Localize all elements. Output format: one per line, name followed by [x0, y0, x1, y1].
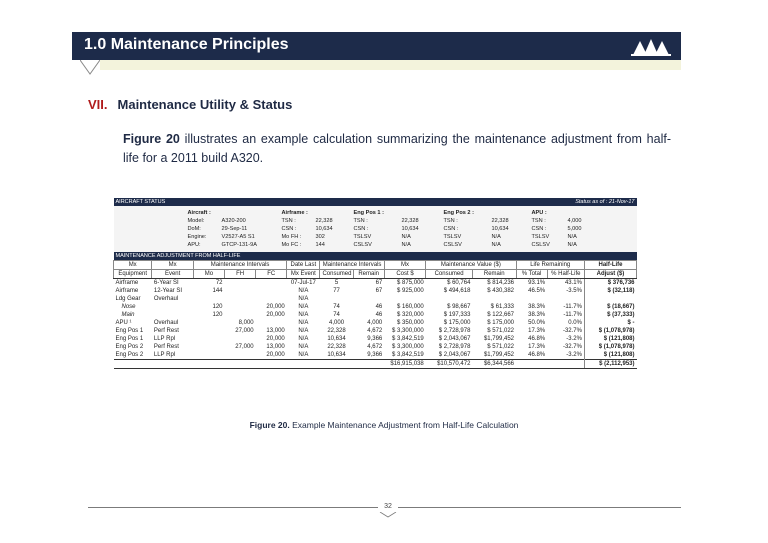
aircraft-field-value: A320-200: [221, 218, 246, 224]
table-cell: $ 175,000: [443, 320, 471, 326]
table-cell: 10,634: [327, 336, 346, 342]
table-cell: 27,000: [235, 328, 254, 334]
table-cell: [516, 295, 547, 303]
table-cell: 46: [375, 312, 383, 318]
status-as-of: Status as of : 21-Nov-17: [353, 198, 636, 206]
airframe-field-label: CSN :: [281, 226, 297, 232]
column-header: Mo: [193, 270, 224, 279]
table-cell: 13,000: [266, 328, 285, 334]
table-cell: 38.3%: [528, 312, 546, 318]
engine1-field-value: N/A: [401, 234, 411, 240]
aircraft-title: Aircraft :: [187, 210, 211, 216]
table-cell: 22,328: [327, 344, 346, 350]
table-row: [114, 311, 637, 319]
table-cell: $ 925,000: [397, 288, 424, 294]
apu-field-label: CSLSV: [531, 242, 550, 248]
table-cell: 17.3%: [528, 344, 546, 350]
table-cell: [193, 295, 224, 303]
table-cell: N/A: [298, 336, 309, 342]
table-cell: N/A: [298, 320, 309, 326]
airframe-field-value: 10,634: [315, 226, 333, 232]
table-cell: Eng Pos 2: [115, 344, 144, 350]
table-cell: Airframe: [115, 288, 139, 294]
table-cell: LLP Rpl: [153, 336, 176, 342]
table-cell: 144: [212, 288, 223, 294]
column-header: Adjust ($): [584, 270, 636, 279]
engine1-title: Eng Pos 1 :: [353, 210, 384, 216]
apu-field-value: 5,000: [567, 226, 582, 232]
table-cell: $ 3,842,519: [392, 352, 424, 358]
engine2-title: Eng Pos 2 :: [443, 210, 474, 216]
table-cell: 6-Year SI: [153, 280, 179, 286]
table-cell: $ 60,764: [447, 280, 471, 286]
table-cell: [256, 295, 287, 303]
airframe-field-label: Mo FH :: [281, 234, 302, 240]
column-header: Remain: [472, 270, 516, 279]
table-cell: $ 571,022: [487, 328, 514, 334]
column-header: Consumed: [320, 270, 353, 279]
airframe-field-value: 22,328: [315, 218, 333, 224]
aircraft-status-bar: [114, 198, 637, 206]
table-cell: 07-Jul-17: [290, 280, 316, 286]
section-heading: [88, 97, 292, 112]
airframe-title: Airframe :: [281, 210, 308, 216]
table-cell: 20,000: [266, 304, 285, 310]
airframe-info: [282, 209, 354, 249]
total-cost: $16,915,038: [384, 360, 426, 369]
table-cell: $ 98,667: [447, 304, 471, 310]
col-group-intervals2: Maintenance Intervals: [320, 261, 384, 270]
table-cell: $ 320,000: [397, 312, 424, 318]
table-cell: [225, 287, 256, 295]
table-cell: $ (18,667): [584, 303, 636, 311]
engine1-field-label: CSN :: [353, 226, 369, 232]
intro-paragraph: [123, 130, 671, 168]
column-header: Cost $: [384, 270, 426, 279]
table-cell: $ 197,333: [443, 312, 471, 318]
apu-field-label: TSLSV: [531, 234, 550, 240]
table-cell: [584, 295, 636, 303]
table-cell: 67: [375, 288, 383, 294]
apu-field-label: TSN :: [531, 218, 546, 224]
total-adjust: $ (2,112,953): [584, 360, 636, 369]
engine1-field-label: CSLSV: [353, 242, 372, 248]
table-cell: 4,672: [367, 328, 383, 334]
table-cell: [256, 319, 287, 327]
column-header: Event: [152, 270, 194, 279]
table-cell: 22,328: [327, 328, 346, 334]
aircraft-status-block: [114, 206, 637, 252]
table-header-row: [114, 270, 637, 279]
paragraph-text: illustrates an example calculation summarizing the maintenance adjustment from half-life for a 2011 build A320.: [123, 132, 671, 165]
table-row: [114, 335, 637, 343]
table-cell: Eng Pos 1: [115, 336, 144, 342]
figure-20-table: [113, 198, 637, 369]
table-cell: [256, 279, 287, 288]
table-cell: Ldg Gear: [115, 296, 141, 302]
column-header: Equipment: [114, 270, 152, 279]
totals-row: [114, 360, 637, 369]
table-cell: [225, 303, 256, 311]
table-cell: Eng Pos 1: [115, 328, 144, 334]
table-cell: $ (1,078,978): [584, 343, 636, 351]
table-cell: 12-Year SI: [153, 288, 183, 294]
table-cell: [225, 351, 256, 360]
table-cell: [225, 279, 256, 288]
table-cell: N/A: [298, 344, 309, 350]
table-cell: $ 2,728,978: [438, 344, 471, 350]
table-cell: 43.1%: [564, 280, 582, 286]
table-cell: 120: [212, 304, 223, 310]
table-cell: [320, 295, 353, 303]
table-cell: 4,672: [367, 344, 383, 350]
table-cell: $ 350,000: [397, 320, 424, 326]
table-header-group: [114, 261, 637, 270]
table-cell: -3.2%: [566, 336, 582, 342]
table-cell: 46: [375, 304, 383, 310]
aircraft-field-value: 29-Sep-11: [221, 226, 248, 232]
col-group-value: Maintenance Value ($): [426, 261, 516, 270]
table-cell: 13,000: [266, 344, 285, 350]
col-group-life: Life Remaining: [516, 261, 584, 270]
engine2-field-value: 22,328: [491, 218, 509, 224]
table-cell: N/A: [298, 288, 309, 294]
apu-field-value: N/A: [567, 242, 577, 248]
engine2-field-value: N/A: [491, 242, 501, 248]
table-cell: $ 2,728,978: [438, 328, 471, 334]
airframe-field-label: TSN :: [281, 218, 296, 224]
engine1-field-value: 10,634: [401, 226, 419, 232]
engine2-field-value: 10,634: [491, 226, 509, 232]
engine2-field-label: TSLSV: [443, 234, 462, 240]
total-consumed: $10,570,472: [426, 360, 473, 369]
table-cell: $ (1,078,978): [584, 327, 636, 335]
engine2-field-label: CSN :: [443, 226, 459, 232]
table-row: [114, 327, 637, 335]
column-header: Mx Event: [287, 270, 320, 279]
table-row: [114, 295, 637, 303]
slide-header: [72, 32, 681, 60]
table-cell: $ 2,043,067: [438, 352, 471, 358]
table-cell: 4,000: [329, 320, 345, 326]
page-number: 32: [378, 501, 398, 513]
table-cell: 5: [334, 280, 339, 286]
header-accent-band: [100, 60, 681, 70]
figure-reference: Figure 20: [123, 132, 180, 146]
table-cell: $ 3,842,519: [392, 336, 424, 342]
table-cell: 74: [333, 312, 340, 318]
table-cell: $ 376,736: [584, 279, 636, 288]
table-cell: [193, 343, 224, 351]
table-row: [114, 343, 637, 351]
airframe-field-value: 302: [315, 234, 325, 240]
caption-label: Figure 20.: [249, 420, 290, 430]
aircraft-field-label: APU:: [187, 242, 201, 248]
table-cell: -32.7%: [562, 328, 582, 334]
table-cell: [193, 327, 224, 335]
table-cell: 0.0%: [568, 320, 582, 326]
table-cell: 72: [215, 280, 223, 286]
table-cell: $1,799,452: [483, 336, 514, 342]
table-cell: -11.7%: [563, 312, 582, 318]
column-header: Remain: [353, 270, 384, 279]
engine1-field-label: TSLSV: [353, 234, 372, 240]
table-cell: $ 3,300,000: [392, 328, 424, 334]
table-cell: [152, 303, 194, 311]
table-cell: N/A: [298, 312, 309, 318]
table-cell: $1,799,452: [483, 352, 514, 358]
table-cell: Perf Rest: [153, 344, 179, 350]
table-cell: Airframe: [115, 280, 139, 286]
table-cell: 50.0%: [528, 320, 546, 326]
table-cell: 93.1%: [528, 280, 546, 286]
table-cell: $ (121,808): [584, 351, 636, 360]
table-cell: 8,000: [238, 320, 254, 326]
table-cell: 17.3%: [528, 328, 546, 334]
table-row: [114, 319, 637, 327]
adjustment-bar: [114, 252, 637, 261]
table-cell: [225, 295, 256, 303]
table-cell: $ 875,000: [397, 280, 424, 286]
engine2-field-label: TSN :: [443, 218, 458, 224]
engine1-field-value: 22,328: [401, 218, 419, 224]
table-cell: $ 61,333: [490, 304, 514, 310]
table-cell: 20,000: [266, 352, 285, 358]
table-cell: LLP Rpl: [153, 352, 176, 358]
apu-field-value: N/A: [567, 234, 577, 240]
column-header: Consumed: [426, 270, 473, 279]
mountain-logo-icon: [629, 35, 675, 57]
table-cell: [225, 311, 256, 319]
column-header: % Half-Life: [547, 270, 584, 279]
column-header: FC: [256, 270, 287, 279]
table-cell: APU ¹: [115, 320, 132, 326]
aircraft-field-label: DoM:: [187, 226, 201, 232]
table-cell: Perf Rest: [153, 328, 179, 334]
aircraft-field-value: V2527-A5 S1: [221, 234, 255, 240]
aircraft-field-value: GTCP-131-9A: [221, 242, 257, 248]
caption-text: Example Maintenance Adjustment from Half-Life Calculation: [289, 420, 519, 430]
aircraft-status-label: AIRCRAFT STATUS: [114, 198, 354, 206]
table-cell: Overhaul: [153, 296, 179, 302]
table-cell: 10,634: [327, 352, 346, 358]
table-cell: $ (121,808): [584, 335, 636, 343]
column-header: % Total: [516, 270, 547, 279]
table-cell: [472, 295, 516, 303]
table-cell: 38.3%: [528, 304, 546, 310]
table-cell: -3.5%: [566, 288, 582, 294]
table-cell: $ (32,118): [584, 287, 636, 295]
table-cell: 9,366: [367, 352, 383, 358]
col-group-date: Date Last: [287, 261, 320, 270]
table-cell: 77: [333, 288, 340, 294]
total-remain: $6,344,566: [472, 360, 516, 369]
table-cell: $ 571,022: [487, 344, 514, 350]
table-cell: -32.7%: [562, 344, 582, 350]
airframe-field-value: 144: [315, 242, 325, 248]
table-cell: $ 122,667: [487, 312, 514, 318]
table-cell: N/A: [298, 352, 309, 358]
aircraft-info: [188, 209, 270, 249]
table-cell: $ 2,043,067: [438, 336, 471, 342]
table-cell: Eng Pos 2: [115, 352, 144, 358]
table-body: [114, 279, 637, 360]
table-cell: -3.2%: [566, 352, 582, 358]
header-title: 1.0 Maintenance Principles: [84, 36, 289, 53]
table-cell: 46.8%: [528, 352, 546, 358]
table-cell: [193, 351, 224, 360]
table-cell: 9,366: [367, 336, 383, 342]
table-cell: [384, 295, 426, 303]
table-row: [114, 279, 637, 288]
table-cell: 4,000: [367, 320, 383, 326]
col-group-mx: Mx: [114, 261, 152, 270]
adjustment-label: MAINTENANCE ADJUSTMENT FROM HALF-LIFE: [114, 252, 637, 261]
aircraft-field-label: Model:: [187, 218, 205, 224]
column-header: FH: [225, 270, 256, 279]
table-cell: -11.7%: [563, 304, 582, 310]
table-cell: [547, 295, 584, 303]
table-cell: 27,000: [235, 344, 254, 350]
table-cell: Nose: [121, 304, 136, 310]
table-cell: $ 430,382: [487, 288, 514, 294]
table-cell: $ 814,236: [487, 280, 514, 286]
section-number: VII.: [88, 97, 108, 112]
maintenance-table: [113, 198, 637, 369]
figure-caption: [0, 420, 768, 430]
engine1-field-label: TSN :: [353, 218, 368, 224]
table-cell: [256, 287, 287, 295]
col-group-mx2: Mx: [152, 261, 194, 270]
airframe-field-label: Mo FC :: [281, 242, 302, 248]
section-title: Maintenance Utility & Status: [117, 97, 293, 112]
table-cell: 46.8%: [528, 336, 546, 342]
table-cell: Overhaul: [153, 320, 179, 326]
table-cell: [152, 311, 194, 319]
table-cell: 74: [333, 304, 340, 310]
table-cell: 20,000: [266, 336, 285, 342]
header-notch: [80, 60, 100, 76]
table-cell: $ (37,333): [584, 311, 636, 319]
apu-field-label: CSN :: [531, 226, 547, 232]
table-cell: 67: [375, 280, 383, 286]
table-row: [114, 303, 637, 311]
table-cell: N/A: [298, 328, 309, 334]
table-cell: 120: [212, 312, 223, 318]
engine2-field-value: N/A: [491, 234, 501, 240]
apu-field-value: 4,000: [567, 218, 582, 224]
table-cell: 46.5%: [528, 288, 546, 294]
table-cell: 20,000: [266, 312, 285, 318]
page-tab-icon: [378, 512, 398, 518]
table-cell: [193, 319, 224, 327]
col-group-intervals: Maintenance Intervals: [193, 261, 286, 270]
engine1-field-value: N/A: [401, 242, 411, 248]
table-cell: $ 175,000: [487, 320, 514, 326]
apu-title: APU :: [531, 210, 547, 216]
table-cell: $ -: [584, 319, 636, 327]
table-cell: [225, 335, 256, 343]
table-cell: [426, 295, 473, 303]
engine2-field-label: CSLSV: [443, 242, 462, 248]
table-row: [114, 287, 637, 295]
col-group-halflife: Half-Life: [584, 261, 636, 270]
table-cell: Main: [121, 312, 135, 318]
table-cell: N/A: [298, 296, 309, 302]
table-cell: N/A: [298, 304, 309, 310]
apu-info: [532, 209, 602, 249]
table-cell: $ 3,300,000: [392, 344, 424, 350]
aircraft-field-label: Engine:: [187, 234, 207, 240]
engine1-info: [354, 209, 444, 249]
col-group-mx-cost: Mx: [384, 261, 426, 270]
table-row: [114, 351, 637, 360]
engine2-info: [444, 209, 532, 249]
table-cell: $ 494,618: [443, 288, 471, 294]
table-cell: [193, 335, 224, 343]
table-cell: [353, 295, 384, 303]
table-cell: $ 160,000: [397, 304, 424, 310]
